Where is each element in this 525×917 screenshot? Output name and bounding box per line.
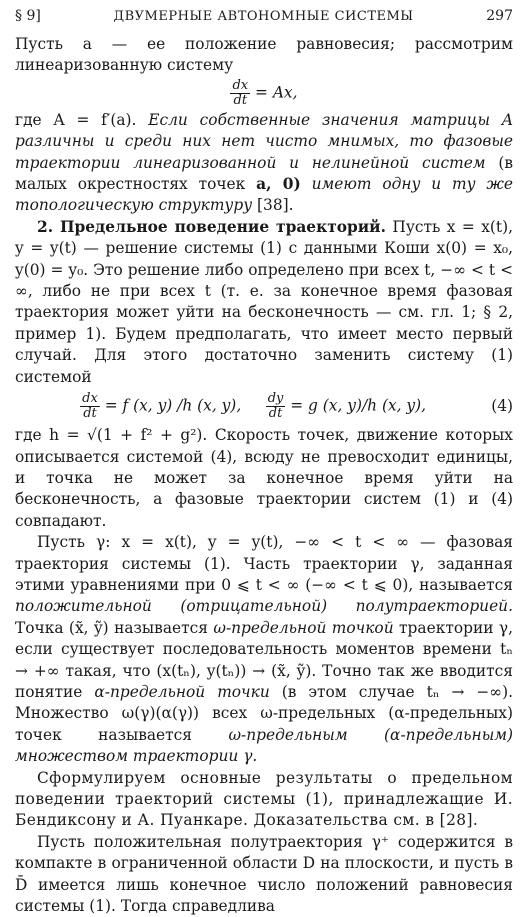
text-span: (в малых окрестностях точек [15, 153, 513, 194]
paragraph-speed: где h = √(1 + f² + g²). Скорость точек, движение которых описывается системой (4), всюду не превосходит единицы, и точка не может за конечное время уйти на бесконечность, а фазовые траектории систем (1) и (4) совпадают. [15, 426, 513, 530]
italic-span: ω-предельной точкой [213, 618, 394, 637]
text-span: Пусть x = x(t), y = y(t) — решение системы (1) с данными Коши x(0) = x₀, y(0) = y₀. Это решение либо определено при всех t, −∞ < t < ∞, либо не при всех t (т. е. за конечное время фазовая траектория может уйти на бесконечность — см. гл. 1; § 2, пример 1). Будем предполагать, что имеет место первый случай. Для этого достаточно заменить систему (1) системой [15, 217, 513, 386]
section-marker: § 9] [15, 8, 41, 24]
page-header [15, 8, 513, 34]
fraction-numerator: dy [267, 391, 284, 407]
text-span: траектории γ, если существует последовательность моментов времени tₙ → +∞ такая, что (x(tₙ), y(tₙ)) → (x̃, ỹ). Точно так же вводится понятие [15, 618, 513, 701]
text-span: Пусть γ: x = x(t), y = y(t), −∞ < t < ∞ — фазовая траектория системы (1). Часть траектории γ, заданная этими уравнениями при 0 ⩽ t < ∞ (−∞ < t ⩽ 0), называется [15, 533, 513, 594]
text-span: где A = f′(a). [15, 110, 149, 129]
running-title: ДВУМЕРНЫЕ АВТОНОМНЫЕ СИСТЕМЫ [113, 9, 414, 24]
equation-4 [15, 392, 513, 421]
text-span: [38]. [252, 196, 294, 215]
italic-span: Если собственные значения матрицы A различны и среди них нет чисто мнимых, то фазовые траектории линеаризованной и нелинейной систем [15, 110, 513, 172]
fraction-denominator: dt [233, 92, 248, 108]
linearized-system-formula [15, 79, 513, 108]
fraction-numerator: dx [82, 391, 98, 407]
text-span: Точка (x̃, ỹ) называется [15, 618, 214, 637]
paragraph-results: Сформулируем основные результаты о предельном поведении траекторий системы (1), принадлежащие И. Бендиксону и А. Пуанкаре. Доказательства см. в [28]. [15, 768, 513, 830]
equation-number: (4) [491, 396, 513, 415]
page-number: 297 [486, 8, 513, 24]
page-body [15, 34, 513, 917]
fraction-dx-dt [80, 392, 100, 421]
fraction-denominator: dt [83, 406, 97, 422]
paragraph-limit-points [15, 532, 513, 767]
italic-span: положительной (отрицательной) полутраекторией. [15, 597, 513, 616]
text-span: (в этом случае tₙ → −∞). Множество ω(γ)(α(γ)) всех ω-предельных (α-предельных) точек называется [15, 682, 513, 744]
fraction-denominator: dt [268, 406, 283, 422]
fraction-dx-dt [230, 79, 250, 108]
italic-span: имеют одну и ту же топологическую структуру [15, 175, 513, 215]
fraction-dy-dt [266, 392, 286, 421]
paragraph-positive-semitrajectory: Пусть положительная полутраектория γ⁺ содержится в компакте в ограниченной области D на плоскости, и пусть в D̄ имеется лишь конечное число положений равновесия системы (1). Тогда справедлива [15, 832, 513, 916]
paragraph-equilibrium: Пусть a — ее положение равновесия; рассмотрим линеаризованную систему [15, 35, 513, 75]
formula-rest: = g (x, y)/h (x, y), [285, 396, 427, 415]
equation-4-body [15, 392, 491, 421]
paragraph-topological-structure [15, 110, 513, 217]
formula-rest: = Ax, [250, 83, 298, 102]
bold-span: a, 0) [256, 175, 301, 194]
italic-span: ω-предельным (α-предельным) множеством траектории γ. [15, 725, 513, 766]
section-2-heading: 2. Предельное поведение траекторий. [37, 217, 386, 236]
italic-span: α-предельной точки [94, 682, 270, 701]
formula-rest: = f (x, y) /h (x, y), [99, 396, 242, 415]
fraction-numerator: dx [232, 77, 249, 93]
section-2-paragraph [15, 217, 513, 388]
